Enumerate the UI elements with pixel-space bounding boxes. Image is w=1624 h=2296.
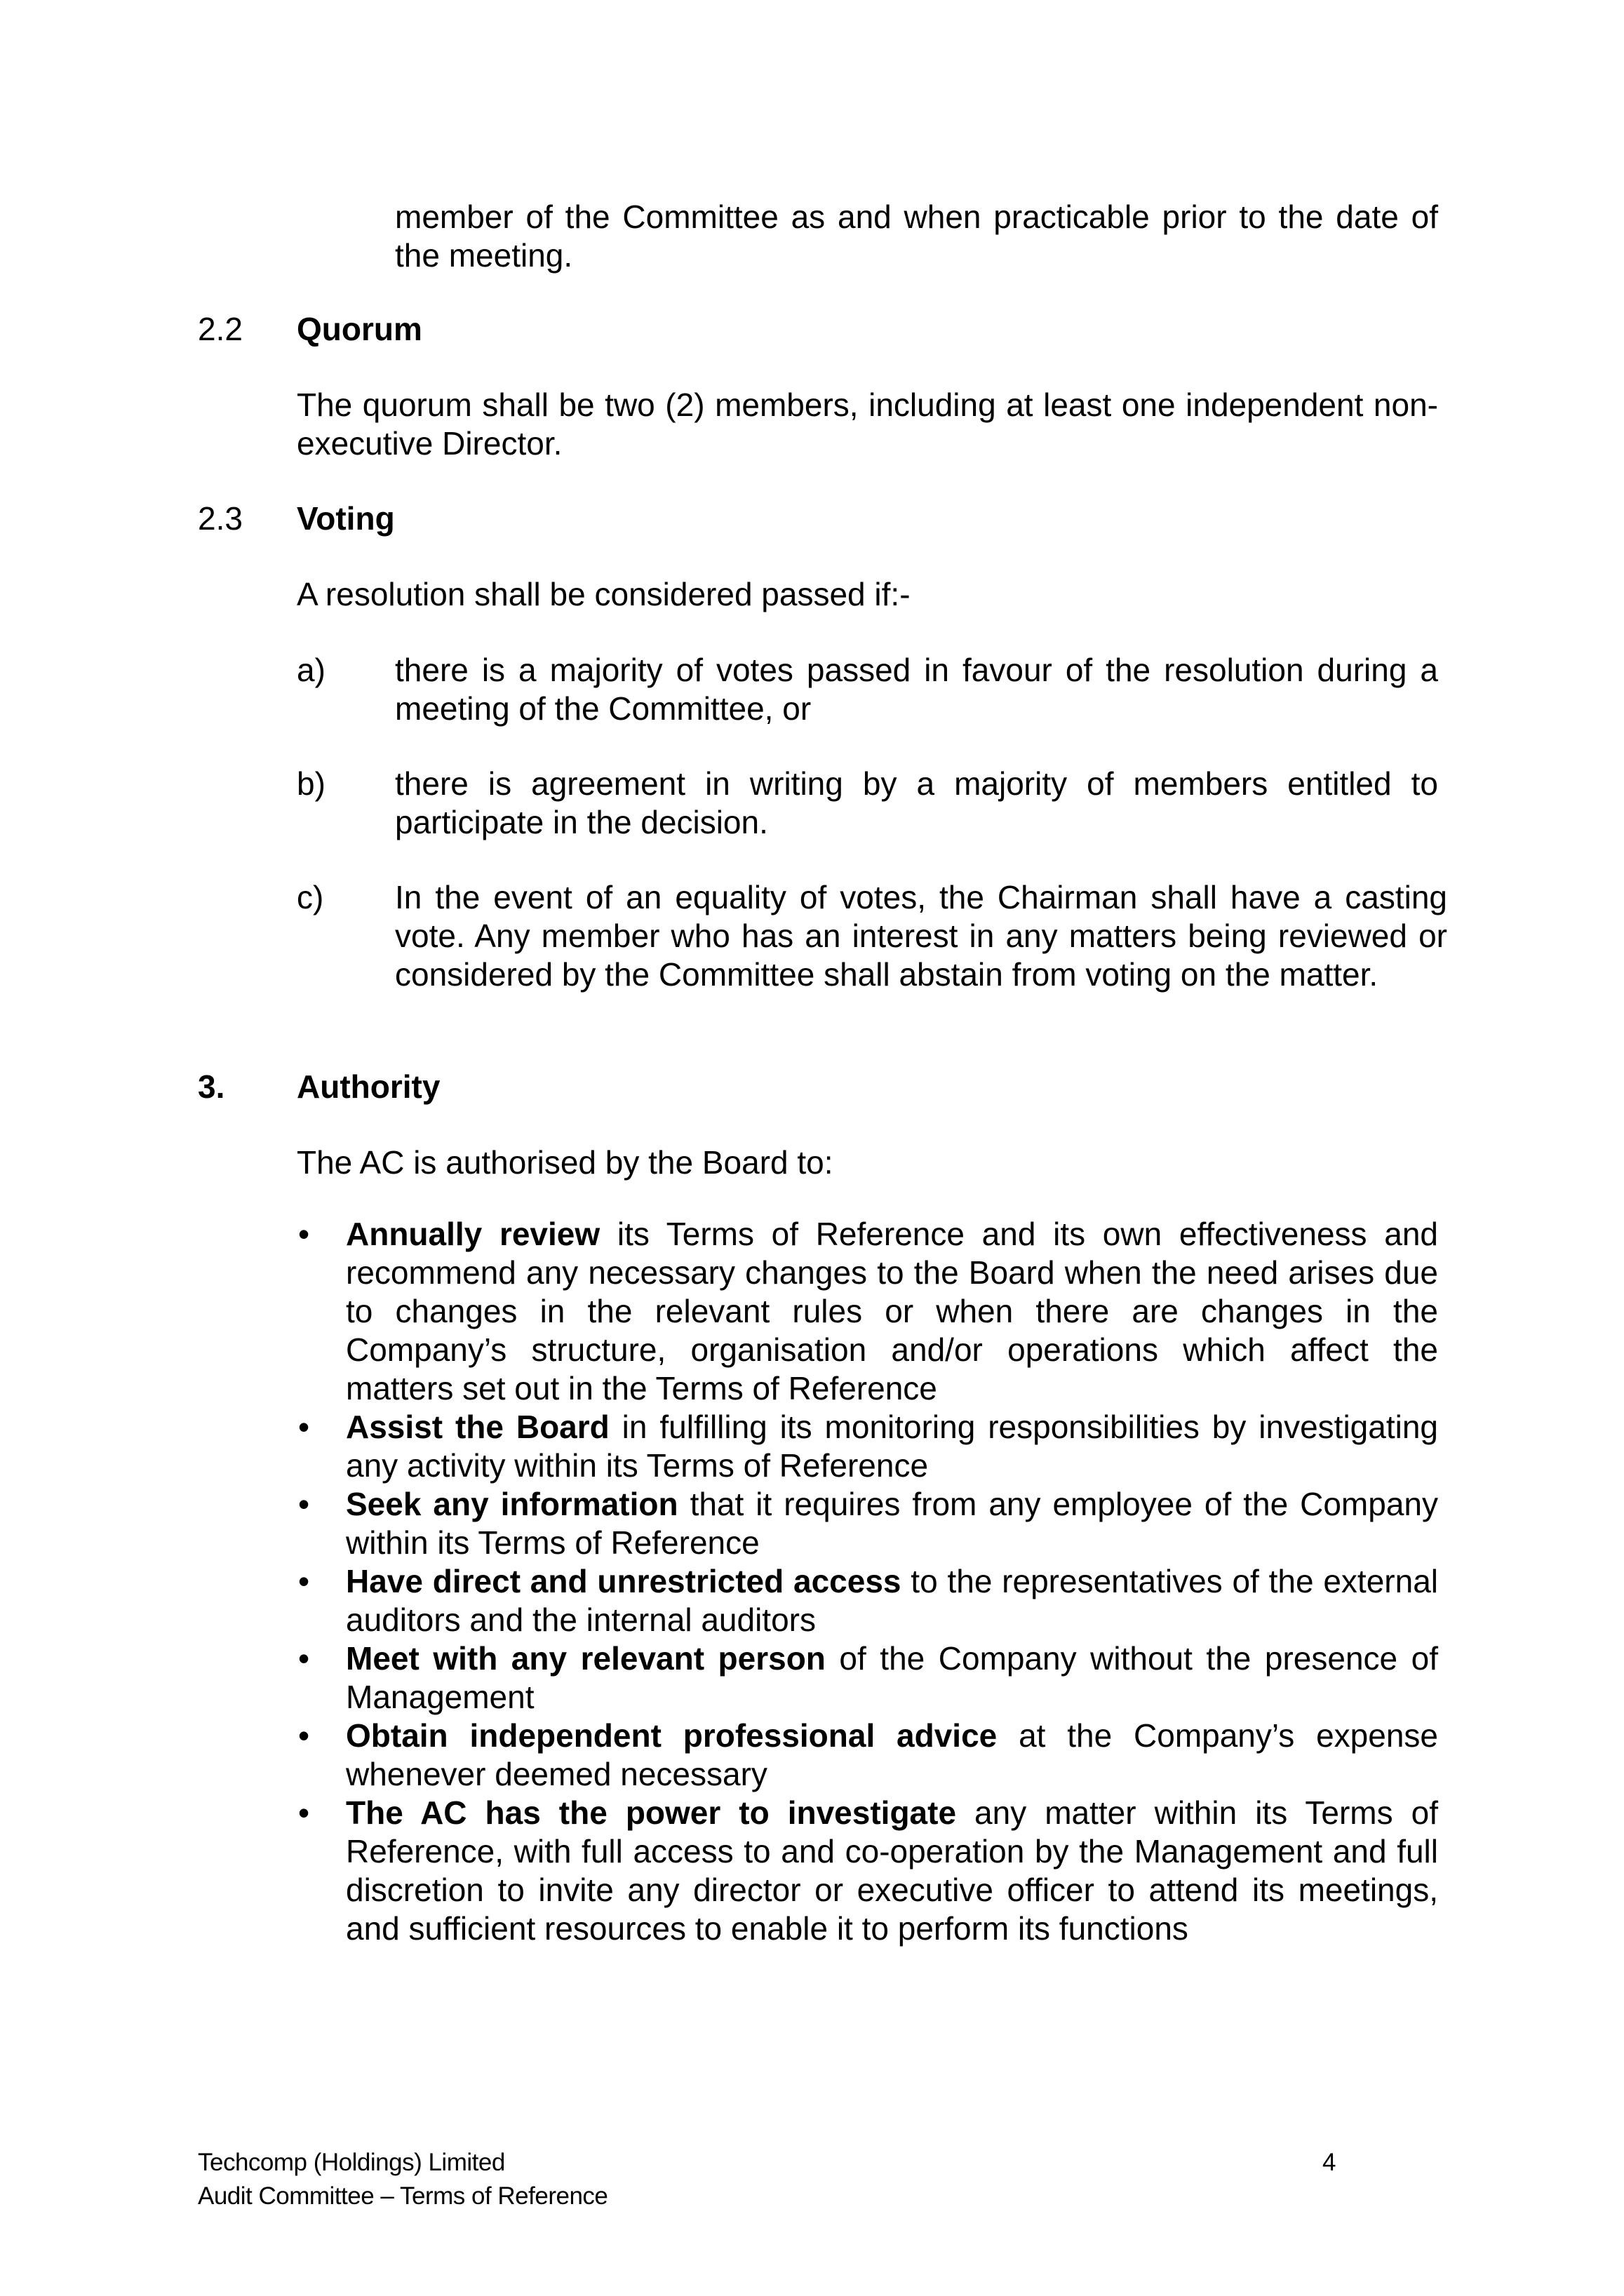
bullet-lead: The AC has the power to investigate — [346, 1794, 957, 1831]
section-number-voting: 2.3 — [198, 500, 243, 537]
continuation-paragraph: member of the Committee as and when practicable prior to the date of the meeting. — [395, 199, 1438, 274]
bullet-lead: Assist the Board — [346, 1409, 610, 1445]
voting-item-label: a) — [297, 652, 326, 688]
bullet-icon: • — [298, 1216, 310, 1252]
bullet-icon: • — [298, 1640, 310, 1677]
bullet-text: any matter within its Terms of Reference, with full access to and co-operation by the Management and full discretion to invite any director or executive officer to attend its meetings, and sufficient resources to enable it to perform its functions — [346, 1794, 1438, 1947]
bullet-lead: Obtain independent professional advice — [346, 1717, 998, 1754]
footer-document-title: Audit Committee – Terms of Reference — [198, 2182, 608, 2210]
voting-intro: A resolution shall be considered passed if:- — [297, 576, 911, 612]
bullet-icon: • — [298, 1409, 310, 1445]
voting-item-label: c) — [297, 879, 324, 915]
bullet-icon: • — [298, 1486, 310, 1522]
section-title-voting: Voting — [297, 500, 395, 537]
voting-item-text: In the event of an equality of votes, the Chairman shall have a casting vote. Any member who has an interest in any matters being reviewed or considered by the Committee shall abstain from voting on the matter. — [395, 879, 1447, 993]
list-item — [297, 1794, 1438, 1948]
quorum-paragraph: The quorum shall be two (2) members, including at least one independent non-executive Director. — [297, 387, 1438, 462]
voting-item-text: there is agreement in writing by a majority of members entitled to participate in the decision. — [395, 765, 1438, 840]
authority-bullet-list — [297, 1215, 1438, 1948]
list-item — [297, 1562, 1438, 1639]
section-title-authority: Authority — [297, 1068, 441, 1105]
bullet-lead: Annually review — [346, 1216, 600, 1252]
bullet-icon: • — [298, 1717, 310, 1754]
list-item — [297, 1639, 1438, 1717]
voting-item-text: there is a majority of votes passed in favour of the resolution during a meeting of the Committee, or — [395, 652, 1438, 727]
bullet-lead: Meet with any relevant person — [346, 1640, 826, 1677]
list-item — [297, 1485, 1438, 1562]
footer-company: Techcomp (Holdings) Limited — [198, 2149, 505, 2176]
authority-intro: The AC is authorised by the Board to: — [297, 1144, 833, 1181]
bullet-lead: Seek any information — [346, 1486, 678, 1522]
bullet-text: to the representatives of the external auditors and the internal auditors — [346, 1563, 1439, 1638]
section-number-authority: 3. — [198, 1068, 225, 1105]
bullet-icon: • — [298, 1563, 310, 1599]
list-item — [297, 1717, 1438, 1794]
list-item — [297, 1408, 1438, 1485]
section-number-quorum: 2.2 — [198, 311, 243, 347]
bullet-text: at the Company’s expense whenever deemed necessary — [346, 1717, 1438, 1792]
list-item — [297, 1215, 1438, 1408]
page-number: 4 — [1322, 2149, 1336, 2176]
bullet-lead: Have direct and unrestricted access — [346, 1563, 901, 1599]
bullet-icon: • — [298, 1794, 310, 1831]
bullet-text: in fulfilling its monitoring responsibilities by investigating any activity within its Terms of Reference — [346, 1409, 1438, 1484]
bullet-text: its Terms of Reference and its own effectiveness and recommend any necessary changes to the Board when the need arises due to changes in the relevant rules or when there are changes in the Company’s structure, organisation and/or operations which affect the matters set out in the Terms of Reference — [346, 1216, 1438, 1407]
bullet-text: that it requires from any employee of the Company within its Terms of Reference — [346, 1486, 1438, 1561]
bullet-text: of the Company without the presence of Management — [346, 1640, 1438, 1715]
voting-item-label: b) — [297, 765, 326, 802]
section-title-quorum: Quorum — [297, 311, 422, 347]
